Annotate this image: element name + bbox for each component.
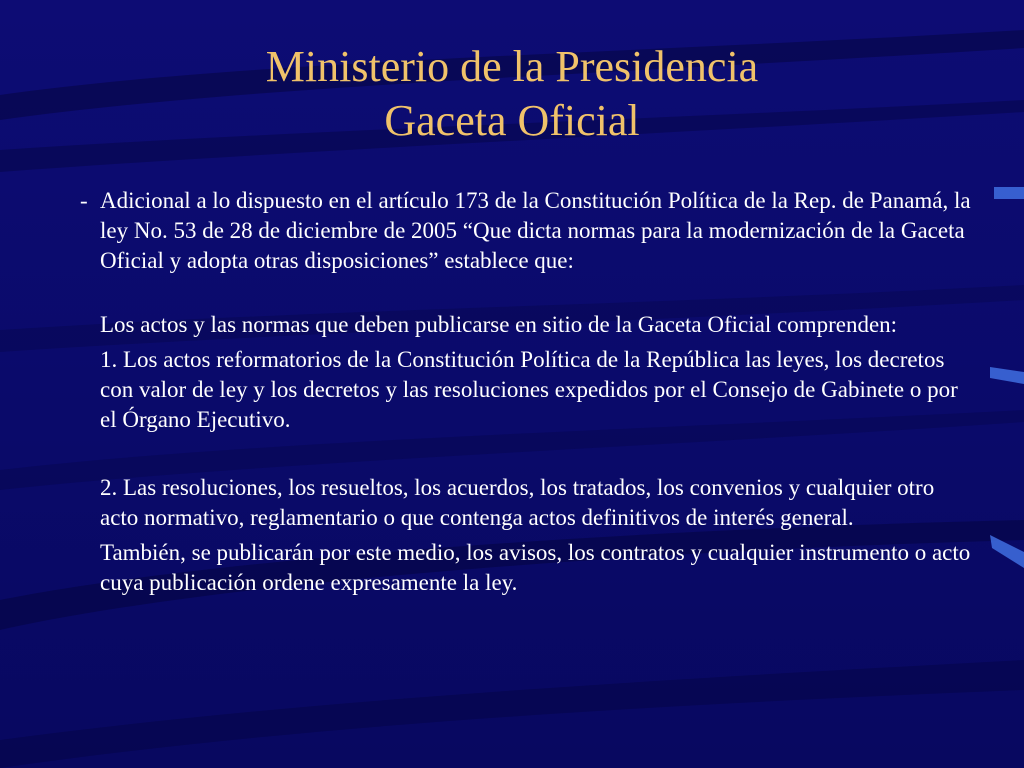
- intro-paragraph: [78, 186, 978, 276]
- bullet-dash: -: [80, 188, 88, 213]
- lead-paragraph: Los actos y las normas que deben publicarse en sitio de la Gaceta Oficial comprenden:: [100, 312, 898, 337]
- title-line-2: Gaceta Oficial: [384, 96, 640, 145]
- bg-swoosh: [0, 660, 1024, 768]
- title-line-1: Ministerio de la Presidencia: [265, 42, 759, 91]
- intro-text: Adicional a lo dispuesto en el artículo 173 de la Constitución Política de la Rep. de Panamá, la ley No. 53 de 28 de diciembre de 2005 “Que dicta normas para la modernización de la Gaceta Oficial y adopta otras disposiciones” establece que:: [100, 188, 971, 273]
- slide-title: [0, 40, 1024, 148]
- slide-body: [78, 186, 978, 598]
- accent-tab: [990, 367, 1024, 384]
- item-1-paragraph: 1. Los actos reformatorios de la Constitución Política de la República las leyes, los decretos con valor de ley y los decretos y las resoluciones expedidos por el Consejo de Gabinete o por el Órgano Ejecutivo.: [100, 347, 958, 432]
- item-2-paragraph: 2. Las resoluciones, los resueltos, los acuerdos, los tratados, los convenios y cualquier otro acto normativo, reglamentario o que contenga actos definitivos de interés general.: [100, 475, 935, 530]
- accent-tab: [994, 187, 1024, 199]
- closing-paragraph: También, se publicarán por este medio, los avisos, los contratos y cualquier instrumento o acto cuya publicación ordene expresamente la ley.: [100, 540, 971, 595]
